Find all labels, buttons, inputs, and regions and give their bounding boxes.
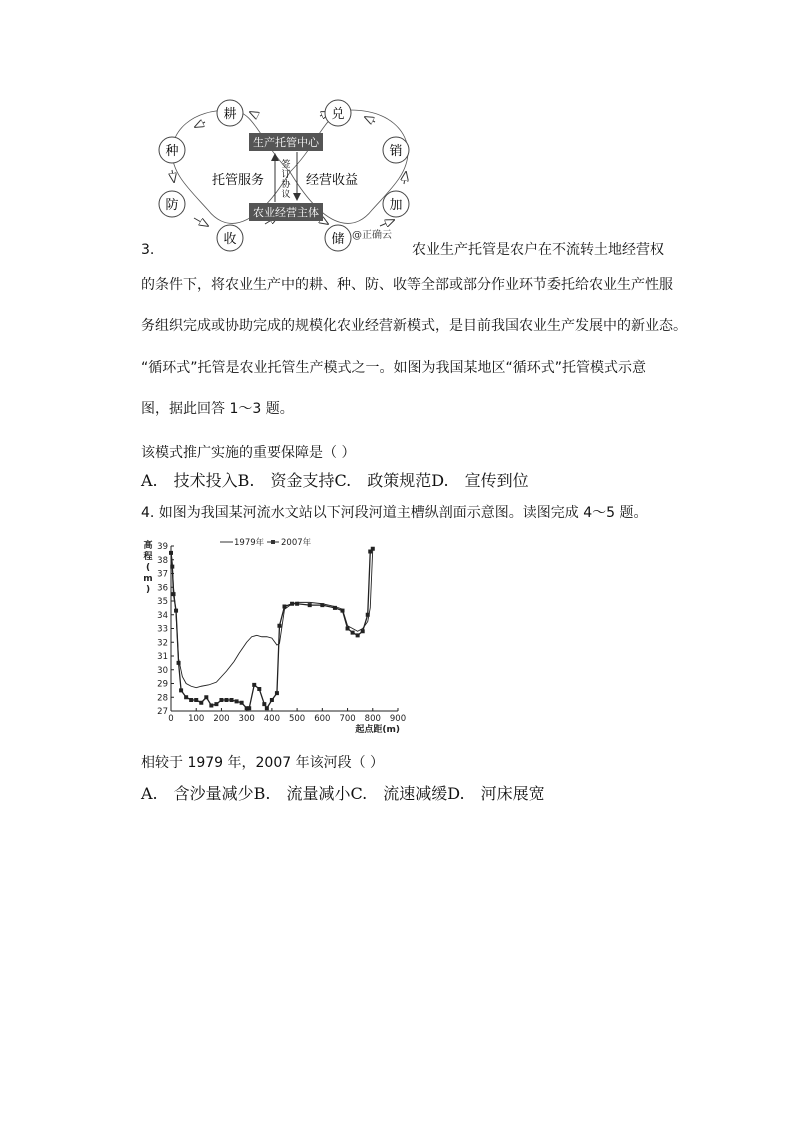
data-point-2007	[184, 695, 188, 699]
data-point-2007	[179, 688, 183, 692]
series-line-1979年	[171, 549, 373, 688]
data-point-2007	[290, 602, 294, 606]
svg-text:加: 加	[389, 198, 403, 213]
data-point-2007	[275, 691, 279, 695]
svg-text:耕: 耕	[223, 107, 237, 122]
x-tick-label: 400	[263, 714, 281, 724]
legend-label-1979: 1979年	[234, 538, 265, 548]
data-point-2007	[308, 603, 312, 607]
data-point-2007	[172, 592, 176, 596]
data-point-2007	[351, 631, 355, 635]
y-tick-label: 28	[157, 693, 168, 704]
svg-text:生产托管中心: 生产托管中心	[253, 136, 319, 149]
data-point-2007	[262, 702, 266, 706]
contract-char-2: 订	[281, 170, 291, 180]
data-point-2007	[283, 605, 287, 609]
watermark: @正确云	[352, 230, 392, 241]
left-label: 托管服务	[211, 173, 265, 188]
data-point-2007	[247, 706, 251, 710]
data-point-2007	[189, 698, 193, 702]
y-axis-label-char: m	[143, 574, 153, 584]
data-point-2007	[295, 602, 299, 606]
data-point-2007	[366, 613, 370, 617]
q3-question: 该模式推广实施的重要保障是（ ）	[141, 445, 356, 461]
data-point-2007	[270, 698, 274, 702]
y-tick-label: 36	[157, 583, 168, 594]
y-tick-label: 39	[157, 542, 168, 552]
data-point-2007	[346, 627, 350, 631]
x-tick-label: 200	[213, 714, 230, 724]
q3-intro-line2: 的条件下，将农业生产中的耕、种、防、收等全部或部分作业环节委托给农业生产性服	[141, 277, 673, 293]
data-point-2007	[230, 698, 234, 702]
y-axis-label-char: 高	[143, 541, 153, 551]
y-axis-label-char: )	[145, 585, 151, 595]
node-fang	[159, 191, 185, 217]
data-point-2007	[361, 629, 365, 633]
node-shou	[217, 225, 243, 251]
data-point-2007	[194, 698, 198, 702]
q3-intro-line4: “循环式”托管是农业托管生产模式之一。如图为我国某地区“循环式”托管模式示意	[141, 360, 647, 376]
data-point-2007	[177, 661, 181, 665]
q3-options: A. 技术投入B. 资金支持C. 政策规范D. 宣传到位	[141, 471, 529, 490]
node-dui	[325, 100, 351, 126]
data-point-2007	[235, 699, 239, 703]
x-tick-label: 700	[339, 714, 356, 724]
q4-question: 相较于 1979 年，2007 年该河段（ ）	[141, 755, 385, 771]
q4-options: A. 含沙量减少B. 流量减小C. 流速减缓D. 河床展宽	[141, 784, 545, 803]
y-tick-label: 30	[157, 665, 168, 676]
data-point-2007	[320, 603, 324, 607]
data-point-2007	[199, 701, 203, 705]
x-tick-label: 500	[288, 714, 306, 724]
data-point-2007	[224, 698, 228, 702]
data-point-2007	[169, 551, 173, 555]
data-point-2007	[265, 706, 269, 710]
q4-intro: 4. 如图为我国某河流水文站以下河段河道主槽纵剖面示意图。读图完成 4～5 题。	[141, 505, 648, 521]
data-point-2007	[170, 565, 174, 569]
data-point-2007	[371, 547, 375, 551]
legend-label-2007: 2007年	[281, 538, 312, 548]
svg-text:防: 防	[165, 198, 179, 213]
svg-text:收: 收	[223, 232, 237, 247]
y-tick-label: 38	[157, 555, 168, 566]
node-xiao	[383, 137, 409, 163]
svg-text:销: 销	[389, 144, 403, 159]
x-tick-label: 100	[188, 714, 205, 724]
data-point-2007	[219, 698, 223, 702]
y-tick-label: 27	[157, 707, 168, 717]
y-tick-label: 32	[157, 638, 168, 649]
q3-intro-line1: 农业生产托管是农户在不流转土地经营权	[412, 242, 664, 258]
cycle-diagram	[150, 92, 430, 252]
data-point-2007	[209, 704, 213, 708]
contract-char-4: 议	[281, 190, 291, 200]
center-bottom-box	[249, 203, 323, 221]
x-tick-label: 600	[314, 714, 331, 724]
y-tick-label: 31	[157, 652, 168, 662]
node-jia	[383, 191, 409, 217]
q3-intro-line5: 图，据此回答 1～3 题。	[141, 401, 294, 417]
data-point-2007	[356, 633, 360, 637]
x-tick-label: 800	[364, 714, 381, 724]
data-point-2007	[333, 606, 337, 610]
q3-intro-line3: 务组织完成或协助完成的规模化农业经营新模式，是目前我国农业生产发展中的新业态。	[141, 318, 687, 334]
svg-text:兑: 兑	[331, 107, 345, 122]
svg-text:种: 种	[165, 144, 179, 159]
x-tick-label: 300	[238, 714, 255, 724]
data-point-2007	[252, 683, 256, 687]
data-point-2007	[257, 687, 261, 691]
data-point-2007	[204, 695, 208, 699]
series-line-2007年	[171, 549, 373, 709]
y-axis-label-char: 程	[143, 552, 153, 562]
x-axis-label: 起点距(m)	[355, 725, 400, 734]
node-geng	[217, 100, 243, 126]
node-chu	[325, 225, 351, 251]
river-profile-chart	[140, 534, 420, 734]
node-zhong	[159, 137, 185, 163]
data-point-2007	[341, 609, 345, 613]
x-tick-label: 900	[389, 714, 407, 724]
contract-char-3: 协	[281, 180, 291, 190]
data-point-2007	[174, 609, 178, 613]
data-point-2007	[240, 701, 244, 705]
legend-marker-2007	[271, 540, 275, 544]
data-point-2007	[214, 702, 218, 706]
q3-number: 3.	[141, 242, 155, 258]
right-label: 经营收益	[305, 173, 359, 188]
y-tick-label: 29	[157, 679, 168, 690]
data-point-2007	[277, 624, 281, 628]
y-tick-label: 35	[157, 597, 168, 607]
svg-text:储: 储	[331, 232, 345, 247]
y-tick-label: 33	[157, 624, 168, 635]
y-tick-label: 37	[157, 569, 168, 580]
svg-text:农业经营主体: 农业经营主体	[253, 206, 319, 219]
center-top-box	[249, 133, 323, 151]
y-axis-label-char: (	[145, 563, 151, 573]
x-tick-label: 0	[168, 714, 174, 724]
contract-char-1: 签	[281, 160, 291, 170]
y-tick-label: 34	[157, 610, 168, 621]
